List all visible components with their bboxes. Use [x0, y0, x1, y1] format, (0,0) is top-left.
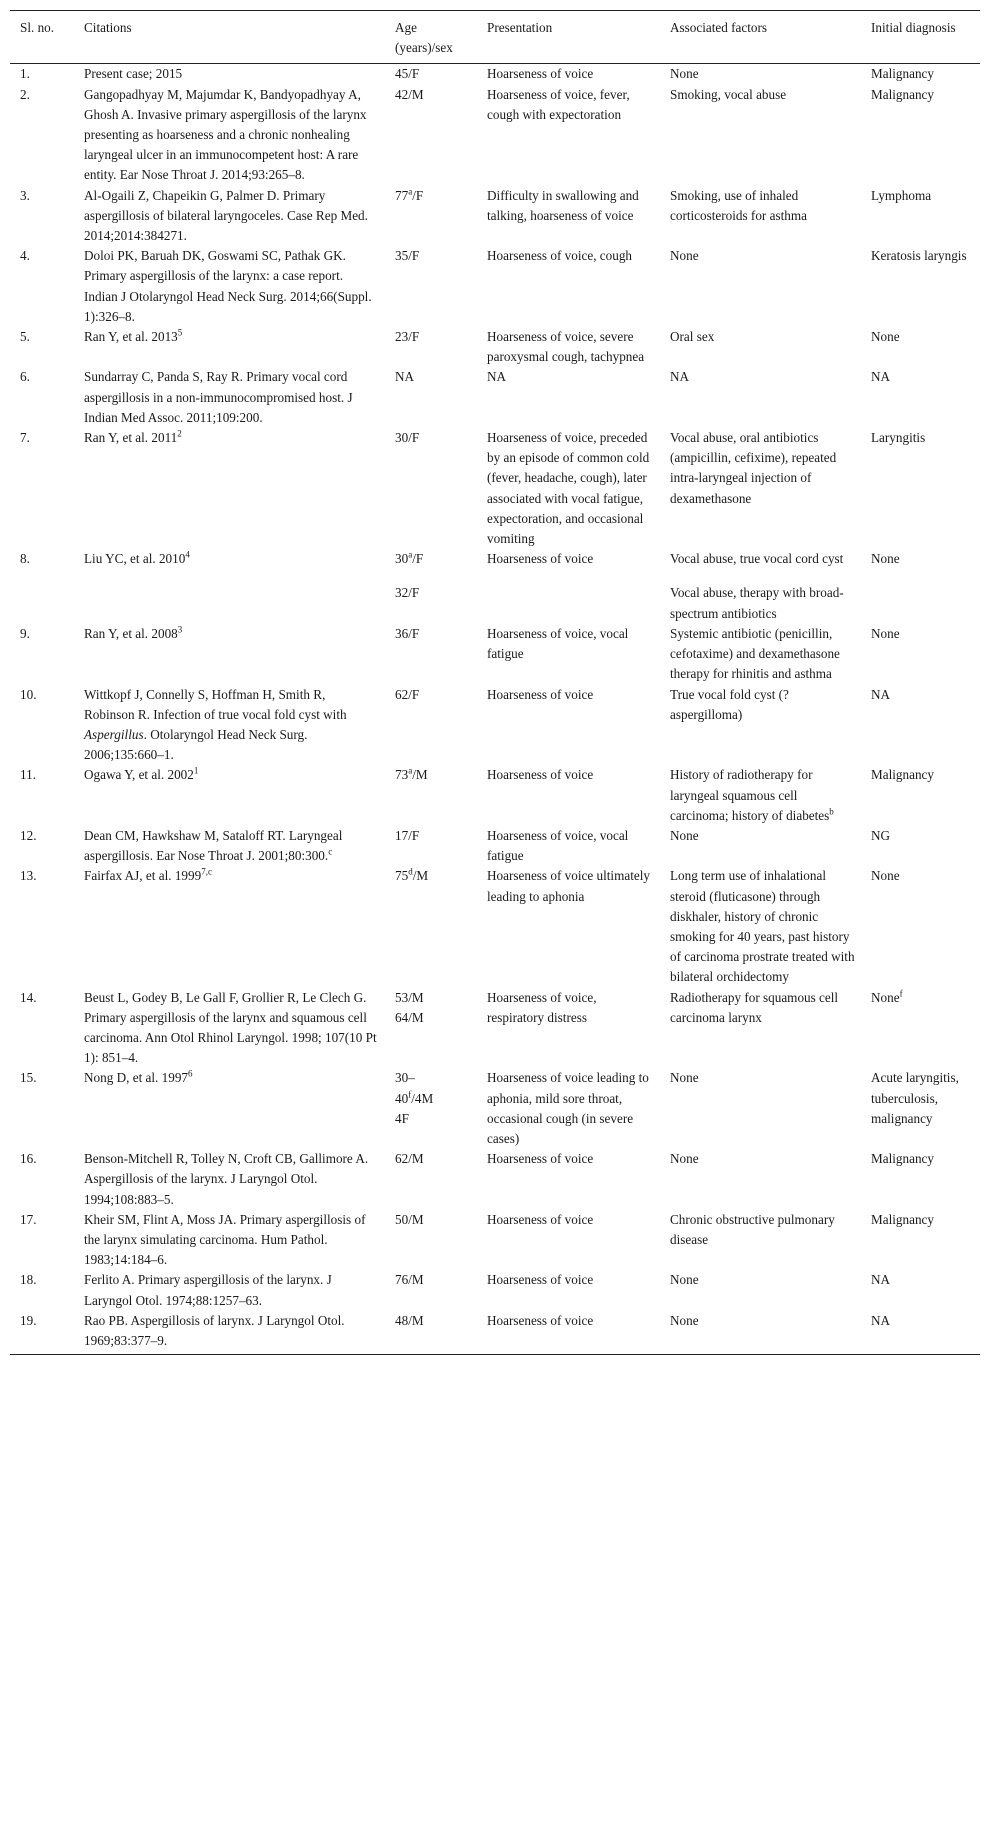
cell-age: 50/M — [395, 1211, 424, 1227]
cell-sl: 17. — [20, 1211, 37, 1227]
cell-citation — [74, 866, 385, 987]
cell-age — [385, 988, 477, 1069]
cell-citation — [74, 826, 385, 866]
cell-citation: Ferlito A. Primary aspergillosis of the larynx. J Laryngol Otol. 1974;88:1257–63. — [84, 1272, 332, 1308]
footnote-mark: f — [899, 988, 903, 999]
table-subrow — [10, 569, 980, 623]
cell-sl: 6. — [20, 369, 30, 385]
cell-factors: NA — [670, 369, 690, 385]
cell-presentation: Hoarseness of voice, vocal fatigue — [487, 625, 629, 662]
age-value: 32/F — [395, 585, 420, 601]
cell-diagnosis: NA — [871, 369, 891, 385]
cell-presentation: Hoarseness of voice, respiratory distress — [487, 989, 597, 1025]
age-value: 75 — [395, 868, 409, 884]
footnote-mark: a — [408, 549, 413, 560]
cell-factors: Radiotherapy for squamous cell carcinoma larynx — [670, 989, 839, 1025]
cell-presentation: Hoarseness of voice ultimately leading to aphonia — [487, 868, 650, 904]
cell-age: 45/F — [395, 66, 420, 82]
age-value: 73 — [395, 767, 409, 783]
header-row — [10, 11, 980, 64]
cell-sl: 11. — [20, 767, 36, 783]
citation-text: Ran Y, et al. 2008 — [84, 625, 178, 641]
cell-factors: Oral sex — [670, 329, 715, 345]
cell-sl: 18. — [20, 1272, 37, 1288]
cell-factors: Vocal abuse, true vocal cord cyst — [670, 551, 844, 567]
cell-sl: 9. — [20, 625, 30, 641]
sex-value: /4M — [411, 1090, 434, 1106]
cell-presentation: Hoarseness of voice — [487, 686, 594, 702]
cell-age — [385, 1068, 477, 1149]
cell-age: 42/M — [395, 86, 424, 102]
cell-factors: None — [670, 1070, 699, 1086]
cell-factors: None — [660, 1311, 861, 1355]
citation-text: Ran Y, et al. 2013 — [84, 329, 178, 345]
table-row — [10, 85, 980, 186]
table-row — [10, 367, 980, 428]
cell-citation — [74, 428, 385, 549]
footnote-mark: c — [328, 846, 333, 857]
cell-citation: Kheir SM, Flint A, Moss JA. Primary aspergillosis of the larynx simulating carcinoma. Hum Pathol. 1983;14:184–6. — [84, 1211, 366, 1268]
cell-diagnosis: Malignancy — [871, 767, 934, 783]
table-row — [10, 1270, 980, 1310]
footnote-mark: a — [408, 765, 413, 776]
cell-presentation: Hoarseness of voice, preceded by an episode of common cold (fever, headache, cough), later associated with vocal fatigue, expectoration, and occasional vomiting — [487, 430, 650, 547]
table-row — [10, 866, 980, 987]
cell-factors: Systemic antibiotic (penicillin, cefotaxime) and dexamethasone therapy for rhinitis and asthma — [670, 625, 840, 682]
cell-presentation: Hoarseness of voice — [487, 551, 594, 567]
cell-sl: 2. — [20, 86, 30, 102]
cell-sl-empty — [10, 569, 74, 623]
age-value: 64/M — [395, 1009, 424, 1025]
cell-factors: Vocal abuse, oral antibiotics (ampicillin, cefixime), repeated intra-laryngeal injection of dexamethasone — [670, 430, 837, 506]
cell-citation — [74, 327, 385, 367]
cell-citation — [74, 1068, 385, 1149]
cell-factors: Chronic obstructive pulmonary disease — [670, 1211, 835, 1247]
cell-factors — [660, 569, 861, 623]
table-row — [10, 1210, 980, 1271]
cell-sl: 16. — [20, 1151, 37, 1167]
cell-age — [385, 569, 477, 623]
footnote-mark: d — [408, 866, 413, 877]
age-value: 4F — [395, 1110, 409, 1126]
cell-age: 35/F — [395, 248, 420, 264]
reference-mark: 2 — [177, 428, 182, 439]
table-row — [10, 826, 980, 866]
citation-text: Liu YC, et al. 2010 — [84, 551, 186, 567]
cell-sl: 10. — [20, 686, 37, 702]
table-row — [10, 246, 980, 327]
reference-mark: 1 — [193, 765, 199, 776]
cell-citation: Doloi PK, Baruah DK, Goswami SC, Pathak GK. Primary aspergillosis of the larynx: a case report. Indian J Otolaryngol Head Neck Surg. 2014;66(Suppl. 1):326–8. — [84, 248, 372, 324]
table-body — [10, 64, 980, 1355]
cell-sl: 7. — [20, 430, 30, 446]
cell-age — [385, 866, 477, 987]
table-row — [10, 1068, 980, 1149]
cell-sl: 13. — [20, 868, 37, 884]
header-age-sex: Age (years)/sex — [385, 11, 477, 64]
cell-presentation-empty — [477, 569, 660, 623]
cell-presentation: Hoarseness of voice, fever, cough with expectoration — [487, 86, 630, 122]
table-row — [10, 428, 980, 549]
cell-sl: 4. — [20, 248, 30, 264]
table-row — [10, 1311, 980, 1355]
literature-review-table — [10, 10, 980, 1355]
header-initial-diagnosis: Initial diagnosis — [861, 11, 980, 64]
reference-mark: 6 — [188, 1068, 193, 1079]
cell-age: 23/F — [395, 329, 420, 345]
cell-diagnosis: NA — [871, 686, 891, 702]
cell-age: NA — [395, 369, 415, 385]
factors-text: History of radiotherapy for laryngeal squamous cell carcinoma; history of diabetes — [670, 767, 830, 823]
cell-citation: Rao PB. Aspergillosis of larynx. J Laryngol Otol. 1969;83:377–9. — [74, 1311, 385, 1355]
age-value: 77 — [395, 187, 409, 203]
cell-citation: Gangopadhyay M, Majumdar K, Bandyopadhyay A, Ghosh A. Invasive primary aspergillosis of the larynx presenting as hoarseness and a chronic nonhealing laryngeal ulcer in an immunocompetent host: A rare entity. Ear Nose Throat J. 2014;93:265–8. — [84, 86, 367, 183]
cell-age — [385, 765, 477, 826]
cell-diagnosis: None — [871, 329, 900, 345]
cell-diagnosis: NA — [871, 1272, 891, 1288]
cell-factors: None — [670, 827, 699, 843]
cell-diagnosis: Malignancy — [871, 66, 934, 82]
cell-diagnosis: Malignancy — [871, 1151, 934, 1167]
row-spacer — [670, 569, 855, 583]
footnote-mark: a — [408, 186, 413, 197]
cell-factors: Smoking, use of inhaled corticosteroids for asthma — [670, 187, 807, 223]
table-row — [10, 186, 980, 247]
cell-sl: 15. — [20, 1070, 37, 1086]
cell-presentation: Difficulty in swallowing and talking, hoarseness of voice — [487, 187, 639, 223]
cell-citation — [74, 624, 385, 685]
cell-factors: None — [670, 1272, 699, 1288]
cell-age: 76/M — [395, 1272, 424, 1288]
cell-presentation: Hoarseness of voice — [487, 767, 594, 783]
cell-age — [385, 186, 477, 247]
genus-name: Aspergillus — [84, 726, 144, 742]
cell-factors: Long term use of inhalational steroid (fluticasone) through diskhaler, history of chronic smoking for 40 years, past history of carcinoma prostrate treated with bilateral orchidectomy — [670, 868, 855, 985]
cell-diagnosis: Laryngitis — [871, 430, 926, 446]
citation-text: . Otolaryngol Head Neck Surg. 2006;135:660–1. — [84, 726, 308, 763]
table-row — [10, 624, 980, 685]
citation-text: Fairfax AJ, et al. 1999 — [84, 868, 202, 884]
header-presentation: Presentation — [477, 11, 660, 64]
cell-presentation: Hoarseness of voice — [477, 1311, 660, 1355]
cell-presentation: NA — [487, 369, 507, 385]
table-row — [10, 327, 980, 367]
citation-text: Dean CM, Hawkshaw M, Sataloff RT. Laryngeal aspergillosis. Ear Nose Throat J. 2001;80:300. — [84, 827, 343, 864]
cell-diagnosis — [861, 988, 980, 1069]
cell-sl: 3. — [20, 187, 30, 203]
cell-diagnosis: NG — [871, 827, 891, 843]
cell-presentation: Hoarseness of voice, vocal fatigue — [487, 827, 629, 864]
reference-mark: 7,c — [201, 866, 212, 877]
sex-value: /M — [412, 868, 429, 884]
cell-presentation: Hoarseness of voice, severe paroxysmal cough, tachypnea — [487, 329, 645, 365]
sex-value: /M — [412, 767, 428, 783]
cell-citation: Benson-Mitchell R, Tolley N, Croft CB, Gallimore A. Aspergillosis of the larynx. J Laryngol Otol. 1994;108:883–5. — [84, 1151, 369, 1207]
cell-diagnosis: Malignancy — [871, 1211, 934, 1227]
cell-citation: Beust L, Godey B, Le Gall F, Grollier R, Le Clech G. Primary aspergillosis of the larynx and squamous cell carcinoma. Ann Otol Rhinol Laryngol. 1998; 107(10 Pt 1): 851–4. — [84, 989, 377, 1066]
cell-citation: Sundarray C, Panda S, Ray R. Primary vocal cord aspergillosis in a non-immunocompromised host. J Indian Med Assoc. 2011;109:200. — [84, 369, 353, 425]
cell-sl: 12. — [20, 827, 37, 843]
reference-mark: 3 — [177, 624, 183, 635]
cell-age: 17/F — [395, 827, 420, 843]
cell-citation-empty — [74, 569, 385, 623]
cell-sl: 19. — [10, 1311, 74, 1355]
cell-age: 36/F — [395, 625, 420, 641]
table-row — [10, 988, 980, 1069]
cell-factors: None — [670, 248, 699, 264]
footnote-mark: f — [408, 1089, 412, 1100]
diagnosis-text: None — [871, 989, 900, 1005]
cell-diagnosis: None — [871, 551, 900, 567]
cell-age: 48/M — [385, 1311, 477, 1355]
age-value-line — [395, 1089, 471, 1109]
table-row — [10, 549, 980, 569]
table-row — [10, 685, 980, 766]
header-sl-no: Sl. no. — [10, 11, 74, 64]
cell-diagnosis-empty — [861, 569, 980, 623]
cell-sl: 14. — [20, 989, 37, 1005]
cell-sl: 8. — [20, 551, 30, 567]
footnote-mark: b — [829, 806, 834, 817]
reference-mark: 4 — [185, 549, 190, 560]
cell-citation — [74, 685, 385, 766]
table-row — [10, 64, 980, 85]
cell-diagnosis: Lymphoma — [871, 187, 932, 203]
cell-sl: 1. — [20, 66, 30, 82]
table-row — [10, 765, 980, 826]
cell-diagnosis: None — [871, 625, 900, 641]
header-associated-factors: Associated factors — [660, 11, 861, 64]
cell-sl: 5. — [20, 329, 30, 345]
table-row — [10, 1149, 980, 1210]
cell-factors: None — [670, 66, 699, 82]
cell-diagnosis: Keratosis laryngis — [871, 248, 967, 264]
cell-diagnosis: None — [871, 868, 900, 884]
header-citations: Citations — [74, 11, 385, 64]
cell-diagnosis: Acute laryngitis, tuberculosis, malignancy — [871, 1070, 959, 1126]
cell-factors — [660, 765, 861, 826]
age-value: 40 — [395, 1090, 409, 1106]
reference-mark: 5 — [177, 327, 183, 338]
cell-factors: Smoking, vocal abuse — [670, 86, 787, 102]
sex-value: /F — [412, 187, 424, 203]
citation-text: Wittkopf J, Connelly S, Hoffman H, Smith R, Robinson R. Infection of true vocal fold cyst with — [84, 686, 347, 722]
cell-age: 62/M — [395, 1151, 424, 1167]
cell-presentation: Hoarseness of voice — [487, 66, 594, 82]
citation-text: Ogawa Y, et al. 2002 — [84, 767, 194, 783]
cell-citation — [74, 765, 385, 826]
sex-value: /F — [412, 551, 424, 567]
cell-age: 30/F — [395, 430, 420, 446]
cell-citation: Present case; 2015 — [84, 66, 183, 82]
factors-text: Vocal abuse, therapy with broad-spectrum antibiotics — [670, 585, 844, 621]
cell-diagnosis: NA — [861, 1311, 980, 1355]
age-value: 30– — [395, 1070, 415, 1086]
cell-diagnosis: Malignancy — [871, 86, 934, 102]
cell-citation — [74, 549, 385, 569]
cell-age: 62/F — [395, 686, 420, 702]
cell-age — [385, 549, 477, 569]
cell-presentation: Hoarseness of voice — [487, 1151, 594, 1167]
cell-presentation: Hoarseness of voice, cough — [487, 248, 633, 264]
age-value: 53/M — [395, 989, 424, 1005]
citation-text: Nong D, et al. 1997 — [84, 1070, 189, 1086]
table-header — [10, 11, 980, 64]
age-value: 30 — [395, 551, 409, 567]
cell-citation: Al-Ogaili Z, Chapeikin G, Palmer D. Primary aspergillosis of bilateral laryngoceles. Case Rep Med. 2014;2014:384271. — [84, 187, 368, 244]
row-spacer — [395, 569, 471, 583]
cell-presentation: Hoarseness of voice leading to aphonia, mild sore throat, occasional cough (in severe cases) — [487, 1070, 649, 1146]
cell-presentation: Hoarseness of voice — [487, 1272, 594, 1288]
cell-factors: True vocal fold cyst (? aspergilloma) — [670, 686, 789, 722]
citation-text: Ran Y, et al. 2011 — [84, 430, 178, 446]
cell-factors: None — [670, 1151, 699, 1167]
cell-presentation: Hoarseness of voice — [487, 1211, 594, 1227]
